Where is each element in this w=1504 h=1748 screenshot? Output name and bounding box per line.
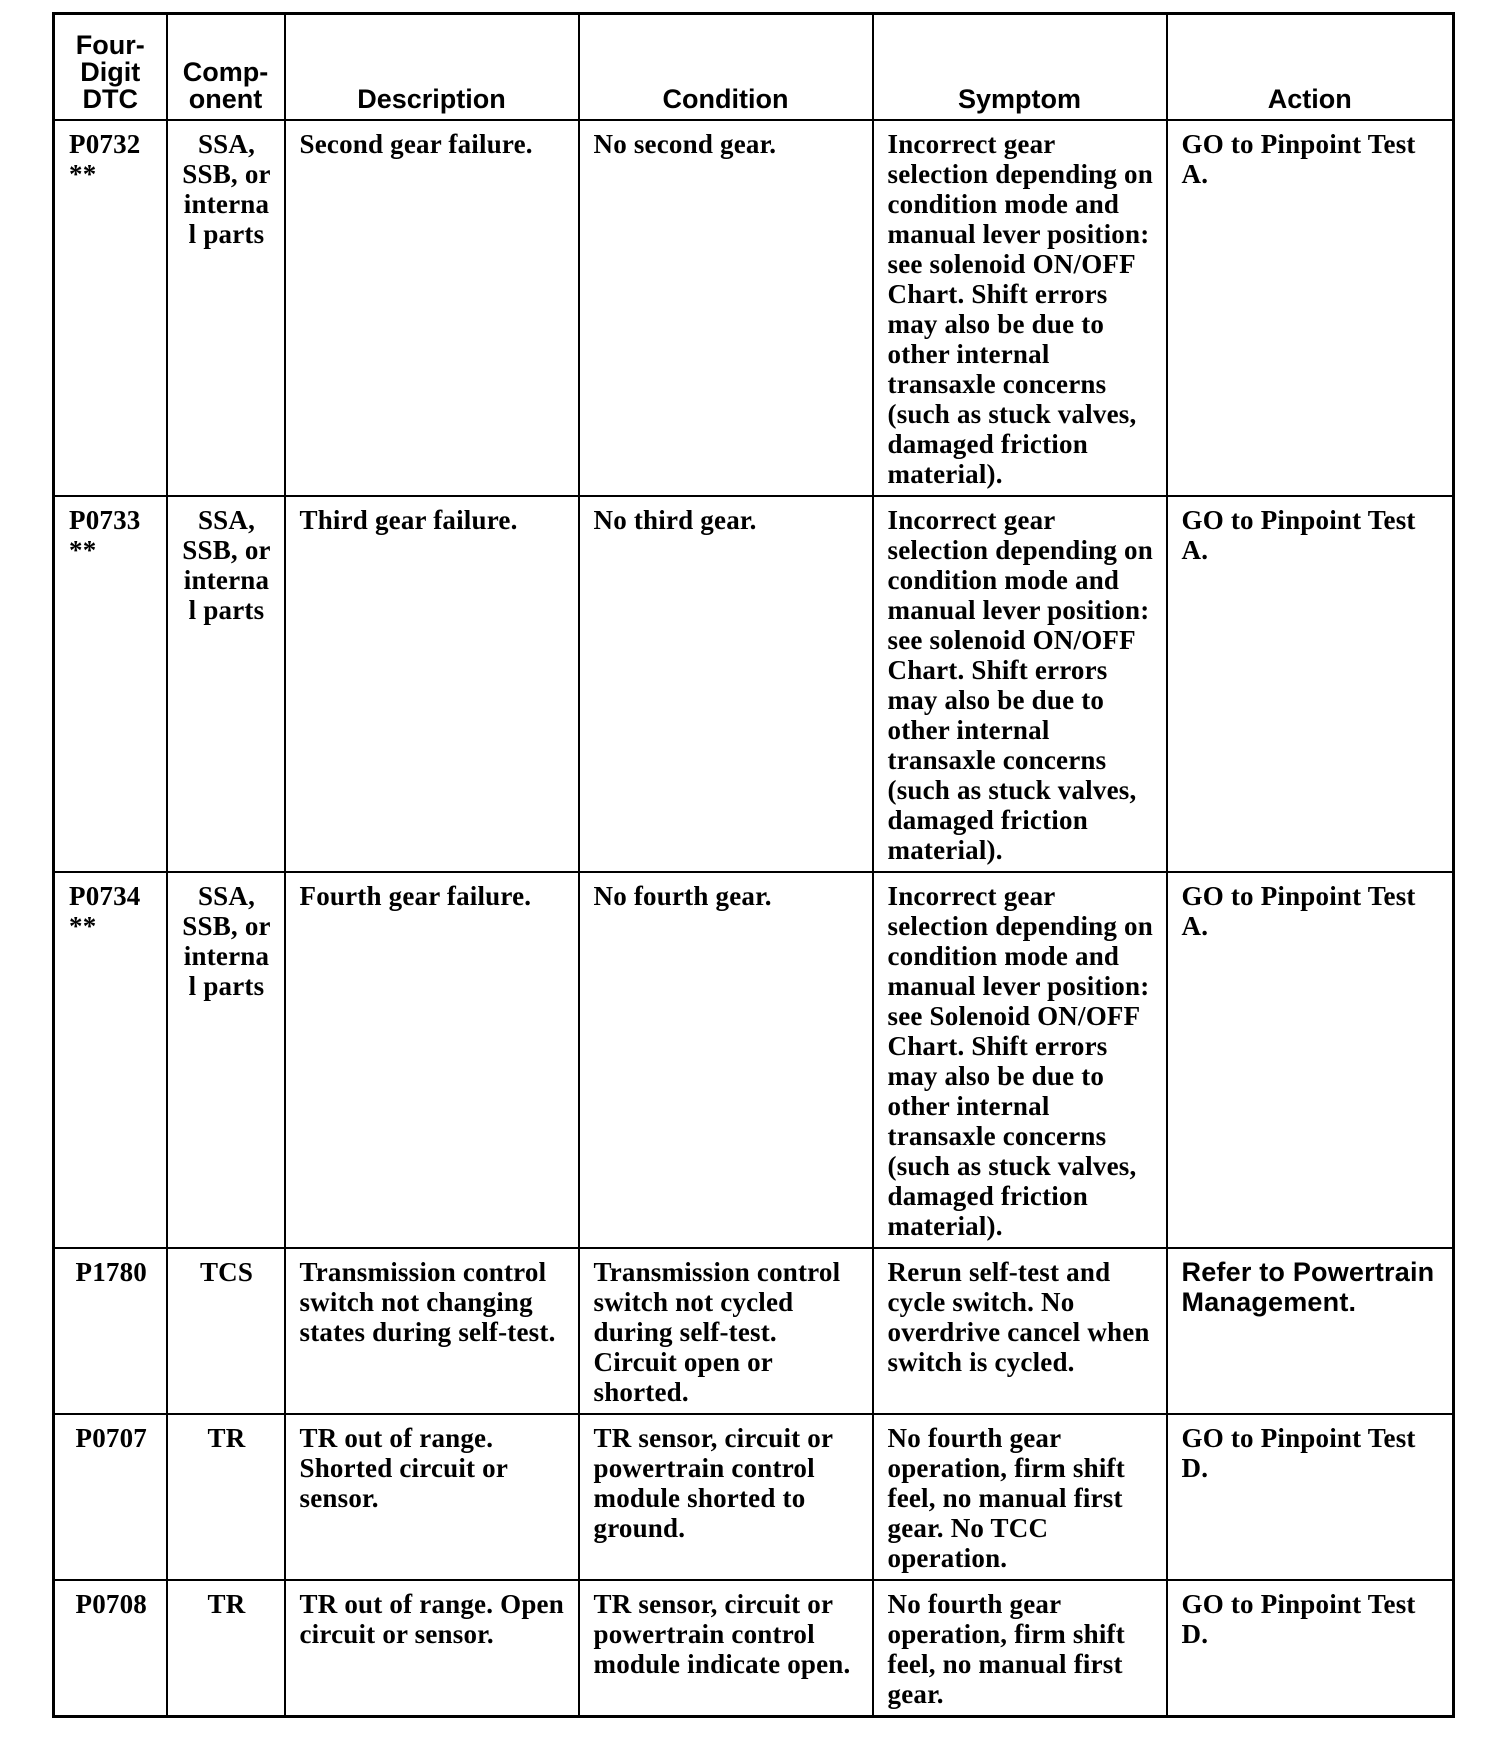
condition-cell: TR sensor, circuit or powertrain control module indicate open.: [579, 1580, 873, 1717]
dtc-code: P0734**: [54, 872, 167, 1248]
table-row: [54, 496, 1454, 872]
description-cell: Fourth gear failure.: [285, 872, 579, 1248]
header-component: Comp-onent: [167, 14, 285, 120]
component-cell: TCS: [167, 1248, 285, 1414]
description-cell: Transmission control switch not changing states during self-test.: [285, 1248, 579, 1414]
action-cell: GO to Pinpoint Test D.: [1167, 1414, 1454, 1580]
header-row: [54, 14, 1454, 120]
table-row: [54, 1248, 1454, 1414]
dtc-code: P0708: [54, 1580, 167, 1717]
header-symptom: Symptom: [873, 14, 1167, 120]
component-cell: SSA, SSB, or internal parts: [167, 120, 285, 496]
symptom-cell: No fourth gear operation, firm shift feel, no manual first gear.: [873, 1580, 1167, 1717]
symptom-cell: Rerun self-test and cycle switch. No overdrive cancel when switch is cycled.: [873, 1248, 1167, 1414]
condition-cell: No second gear.: [579, 120, 873, 496]
dtc-table: [52, 12, 1455, 1718]
description-cell: Third gear failure.: [285, 496, 579, 872]
dtc-code: P1780: [54, 1248, 167, 1414]
header-action: Action: [1167, 14, 1454, 120]
action-cell: GO to Pinpoint Test D.: [1167, 1580, 1454, 1717]
table-row: [54, 1580, 1454, 1717]
action-cell: GO to Pinpoint Test A.: [1167, 872, 1454, 1248]
component-cell: TR: [167, 1414, 285, 1580]
condition-cell: No third gear.: [579, 496, 873, 872]
condition-cell: No fourth gear.: [579, 872, 873, 1248]
component-cell: SSA, SSB, or internal parts: [167, 872, 285, 1248]
symptom-cell: No fourth gear operation, firm shift feel, no manual first gear. No TCC operation.: [873, 1414, 1167, 1580]
action-cell: GO to Pinpoint Test A.: [1167, 496, 1454, 872]
symptom-cell: Incorrect gear selection depending on condition mode and manual lever position: see solenoid ON/OFF Chart. Shift errors may also be due to other internal transaxle concerns (such as stuck valves, damaged friction material).: [873, 120, 1167, 496]
header-description: Description: [285, 14, 579, 120]
action-cell: GO to Pinpoint Test A.: [1167, 120, 1454, 496]
table-row: [54, 872, 1454, 1248]
header-dtc: Four-Digit DTC: [54, 14, 167, 120]
header-condition: Condition: [579, 14, 873, 120]
symptom-cell: Incorrect gear selection depending on condition mode and manual lever position: see solenoid ON/OFF Chart. Shift errors may also be due to other internal transaxle concerns (such as stuck valves, damaged friction material).: [873, 496, 1167, 872]
dtc-code: P0707: [54, 1414, 167, 1580]
component-cell: TR: [167, 1580, 285, 1717]
condition-cell: TR sensor, circuit or powertrain control module shorted to ground.: [579, 1414, 873, 1580]
action-cell: Refer to Powertrain Management.: [1167, 1248, 1454, 1414]
table-row: [54, 120, 1454, 496]
dtc-code: P0733**: [54, 496, 167, 872]
table-row: [54, 1414, 1454, 1580]
dtc-code: P0732**: [54, 120, 167, 496]
description-cell: TR out of range. Shorted circuit or sensor.: [285, 1414, 579, 1580]
component-cell: SSA, SSB, or internal parts: [167, 496, 285, 872]
description-cell: TR out of range. Open circuit or sensor.: [285, 1580, 579, 1717]
description-cell: Second gear failure.: [285, 120, 579, 496]
symptom-cell: Incorrect gear selection depending on condition mode and manual lever position: see Solenoid ON/OFF Chart. Shift errors may also be due to other internal transaxle concerns (such as stuck valves, damaged friction material).: [873, 872, 1167, 1248]
condition-cell: Transmission control switch not cycled during self-test. Circuit open or shorted.: [579, 1248, 873, 1414]
